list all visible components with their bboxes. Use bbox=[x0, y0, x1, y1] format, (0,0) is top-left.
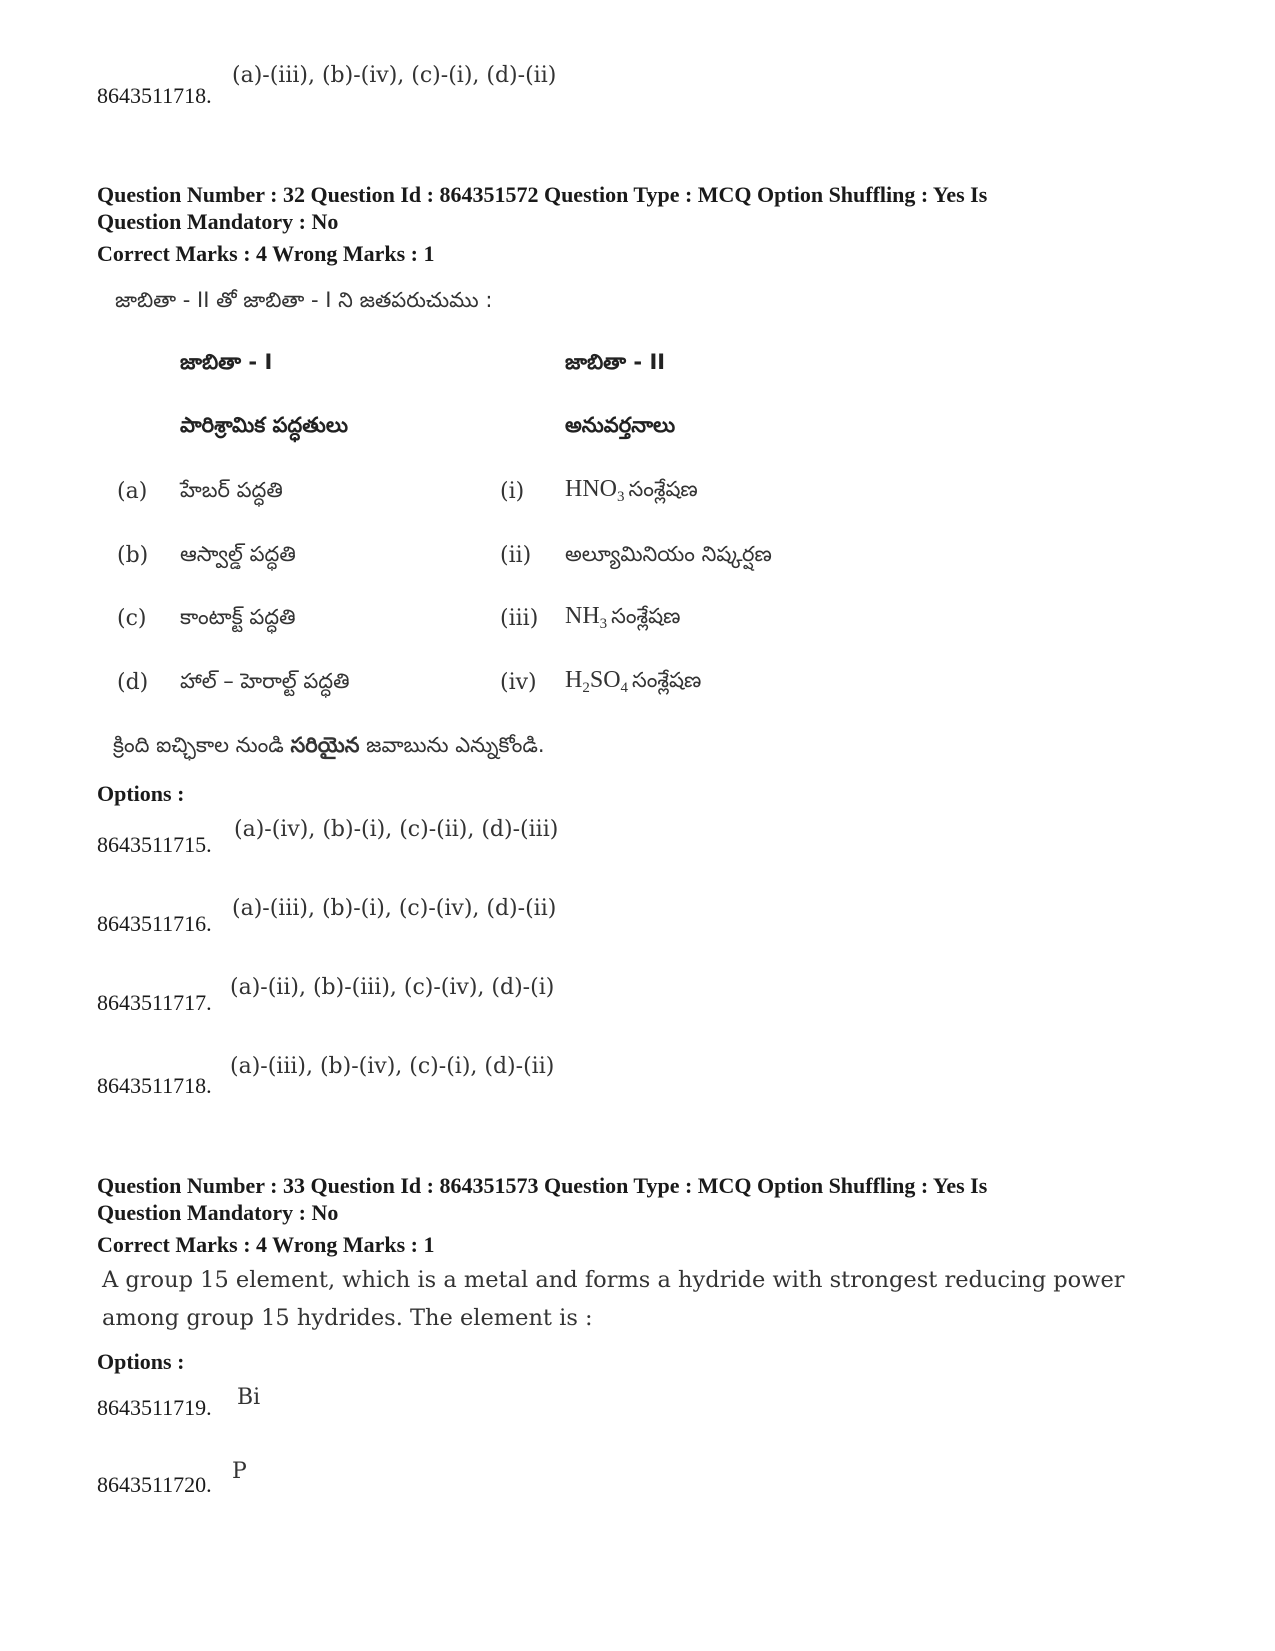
option-text: (a)-(iii), (b)-(iv), (c)-(i), (d)-(ii) bbox=[230, 1054, 555, 1079]
question-meta-line1: Question Number : 33 Question Id : 864351573 Question Type : MCQ Option Shuffling : Yes Is bbox=[97, 1173, 988, 1198]
list2-label: (ii) bbox=[500, 543, 532, 568]
list1-label: (b) bbox=[117, 543, 149, 568]
question-meta-line2: Question Mandatory : No bbox=[97, 209, 339, 234]
option-id: 8643511717. bbox=[97, 990, 212, 1015]
option-text: (a)-(iii), (b)-(i), (c)-(iv), (d)-(ii) bbox=[232, 896, 557, 921]
list2-item: $H_2SO_4$ సంశ్లేషణ bbox=[565, 667, 702, 696]
list1-label: (d) bbox=[117, 670, 149, 695]
list2-title: జాబితా - II bbox=[565, 350, 666, 374]
question-text-line2: among group 15 hydrides. The element is : bbox=[102, 1305, 593, 1331]
chem-formula: $NH_3$ bbox=[565, 603, 608, 632]
option-id: 8643511715. bbox=[97, 832, 212, 857]
list1-item: హేబర్ పద్ధతి bbox=[180, 478, 283, 502]
choose-instruction: క్రింది ఐచ్ఛికాల నుండి సరియైన జవాబును ఎన్నుకోండి. bbox=[113, 733, 545, 757]
list2-item: అల్యూమినియం నిష్కర్షణ bbox=[565, 542, 772, 566]
list1-item: ఆస్వాల్డ్ పద్ధతి bbox=[180, 542, 296, 566]
chem-formula: $H_2SO_4$ bbox=[565, 667, 629, 696]
list2-heading: అనువర్తనాలు bbox=[565, 413, 676, 437]
list1-item: కాంటాక్ట్ పద్ధతి bbox=[180, 605, 296, 629]
question-marks: Correct Marks : 4 Wrong Marks : 1 bbox=[97, 1232, 435, 1257]
question-meta-line2: Question Mandatory : No bbox=[97, 1200, 339, 1225]
question-meta-line1: Question Number : 32 Question Id : 864351572 Question Type : MCQ Option Shuffling : Yes Is bbox=[97, 182, 988, 207]
option-text: (a)-(iv), (b)-(i), (c)-(ii), (d)-(iii) bbox=[234, 817, 559, 842]
chem-formula: $HNO_3$ bbox=[565, 476, 625, 505]
option-text: (a)-(iii), (b)-(iv), (c)-(i), (d)-(ii) bbox=[232, 63, 557, 88]
list2-label: (iii) bbox=[500, 606, 539, 631]
option-id: 8643511720. bbox=[97, 1472, 212, 1497]
list2-label: (i) bbox=[500, 479, 525, 504]
match-instruction: జాబితా - II తో జాబితా - I ని జతపరుచుము : bbox=[115, 288, 493, 312]
option-text: P bbox=[232, 1459, 247, 1484]
option-id: 8643511719. bbox=[97, 1395, 212, 1420]
question-text-line1: A group 15 element, which is a metal and forms a hydride with strongest reducing power bbox=[102, 1267, 1125, 1293]
list2-item: $NH_3$ సంశ్లేషణ bbox=[565, 603, 681, 632]
list2-item: $HNO_3$ సంశ్లేషణ bbox=[565, 476, 698, 505]
list1-label: (a) bbox=[117, 479, 148, 504]
list1-heading: పారిశ్రామిక పద్ధతులు bbox=[180, 413, 348, 437]
option-text: (a)-(ii), (b)-(iii), (c)-(iv), (d)-(i) bbox=[230, 975, 555, 1000]
list1-label: (c) bbox=[117, 606, 147, 631]
option-id: 8643511718. bbox=[97, 83, 212, 108]
list2-label: (iv) bbox=[500, 670, 537, 695]
list1-item: హాల్ – హెరాల్ట్ పద్ధతి bbox=[180, 669, 350, 693]
question-marks: Correct Marks : 4 Wrong Marks : 1 bbox=[97, 241, 435, 266]
option-text: Bi bbox=[237, 1385, 261, 1410]
option-id: 8643511718. bbox=[97, 1073, 212, 1098]
options-label: Options : bbox=[97, 1349, 185, 1374]
list1-title: జాబితా - I bbox=[180, 350, 273, 374]
option-id: 8643511716. bbox=[97, 911, 212, 936]
options-label: Options : bbox=[97, 781, 185, 806]
